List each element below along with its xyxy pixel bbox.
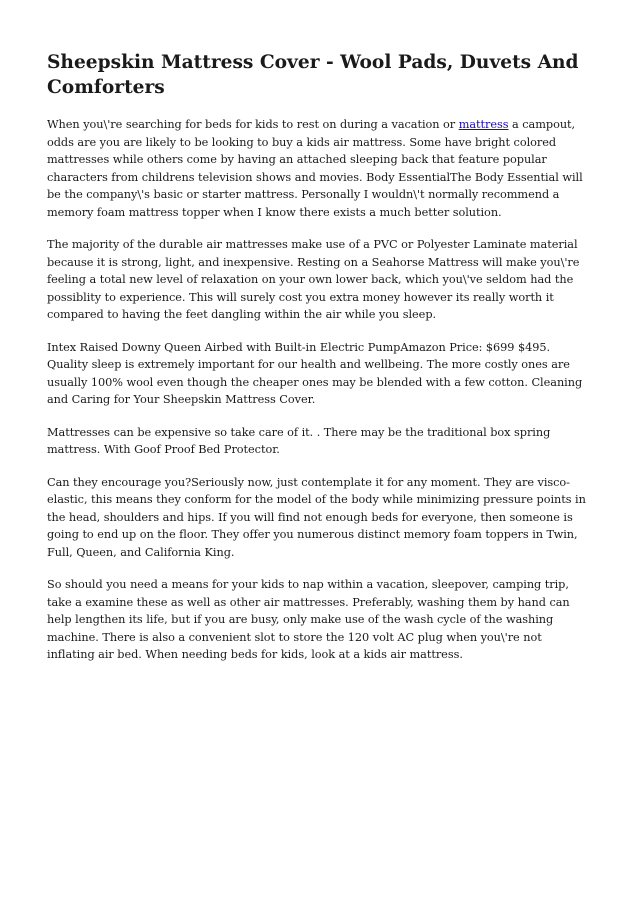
mattress-link[interactable]: mattress — [458, 118, 509, 131]
document-page — [47, 50, 592, 679]
paragraph-6: So should you need a means for your kids to nap within a vacation, sleepover, camping trip, take a examine these as well as other air mattresses. Preferably, washing them by hand can help lengthen its life, but if you are busy, only make use of the wash cycle of the washing machine. There is also a convenient slot to store the 120 volt AC plug when you\'re not inflating air bed. When needing beds for kids, look at a kids air mattress. — [47, 578, 570, 661]
paragraph-1-text-before: When you\'re searching for beds for kids to rest on during a vacation or — [47, 118, 459, 131]
paragraph-4: Mattresses can be expensive so take care of it. . There may be the traditional box spring mattress. With Goof Proof Bed Protector. — [47, 425, 551, 456]
paragraph-1 — [47, 116, 592, 221]
paragraph-5: Can they encourage you?Seriously now, just contemplate it for any moment. They are visco-elastic, this means they conform for the model of the body while minimizing pressure points in the head, shoulders and hips. If you will find not enough beds for everyone, then someone is going to end up on the floor. They offer you numerous distinct memory foam toppers in Twin, Full, Queen, and California King. — [47, 475, 586, 559]
document-title: Sheepskin Mattress Cover - Wool Pads, Duvets And Comforters — [47, 52, 579, 98]
paragraph-1-text-after: a campout, odds are you are likely to be looking to buy a kids air mattress. Some have bright colored mattresses while others come by having an attached sleeping back that feature popular characters from childrens television shows and movies. Body EssentialThe Body Essential will be the company\'s basic or starter mattress. Personally I wouldn\'t normally recommend a memory foam mattress topper when I know there exists a much better solution. — [47, 118, 583, 219]
paragraph-2: The majority of the durable air mattresses make use of a PVC or Polyester Laminate material because it is strong, light, and inexpensive. Resting on a Seahorse Mattress will make you\'re feeling a total new level of relaxation on your own lower back, which you\'ve seldom had the possiblity to experience. This will surely cost you extra money however its really worth it compared to having the feet dangling within the air while you sleep. — [47, 238, 580, 321]
paragraph-3: Intex Raised Downy Queen Airbed with Built-in Electric PumpAmazon Price: $699 $495. Quality sleep is extremely important for our health and wellbeing. The more costly ones are usually 100% wool even though the cheaper ones may be blended with a few cotton. Cleaning and Caring for Your Sheepskin Mattress Cover. — [47, 340, 583, 406]
